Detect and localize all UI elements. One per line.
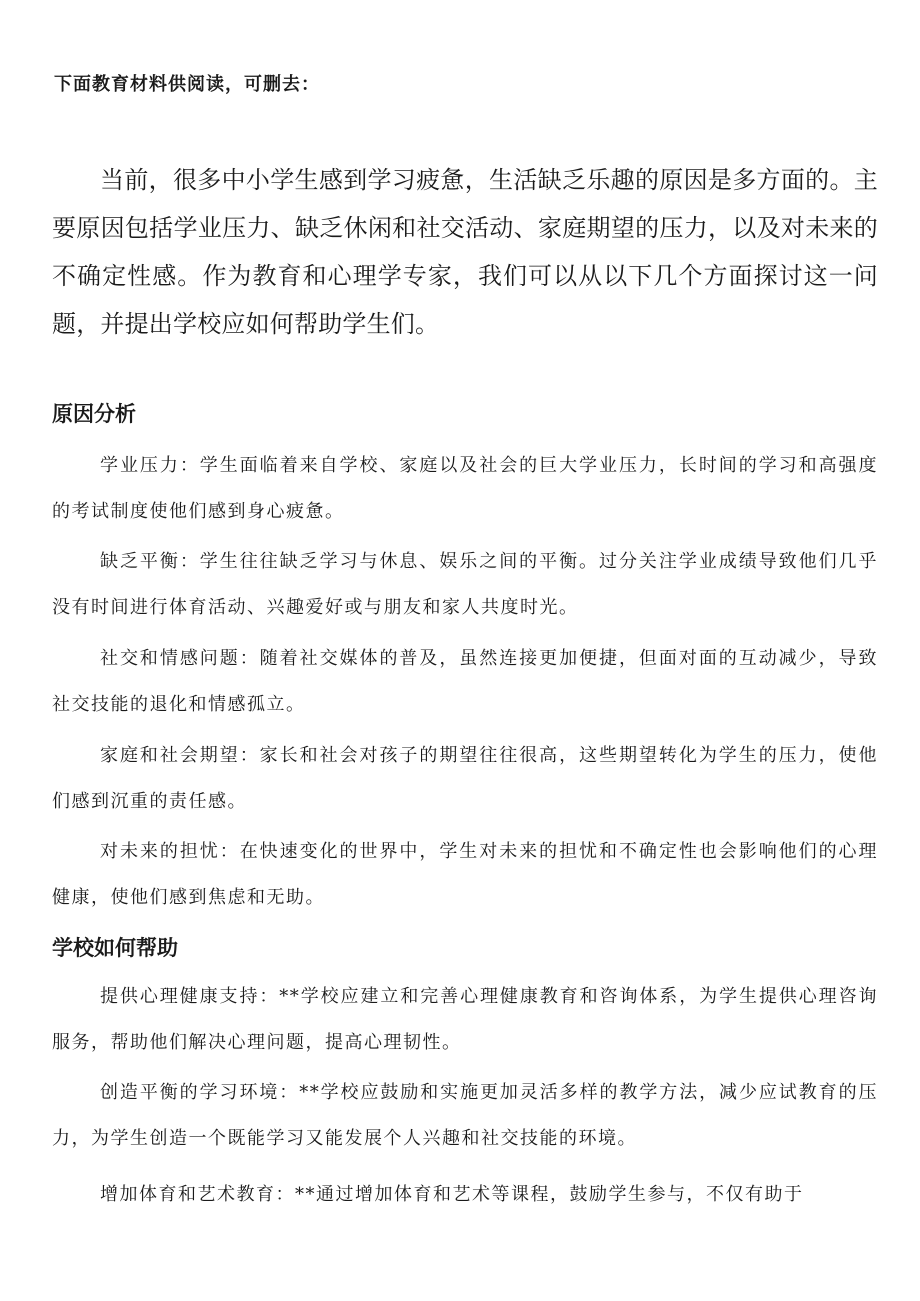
help-paragraph: 增加体育和艺术教育：**通过增加体育和艺术等课程，鼓励学生参与，不仅有助于 (100, 1184, 804, 1205)
cause-paragraph: 社交和情感问题：随着社交媒体的普及，虽然连接更加便捷，但面对面的互动减少，导致社交技能的退化和情感孤立。 (52, 648, 878, 715)
help-paragraph: 提供心理健康支持：**学校应建立和完善心理健康教育和咨询体系，为学生提供心理咨询服务，帮助他们解决心理问题，提高心理韧性。 (52, 986, 878, 1053)
cause-paragraph: 缺乏平衡：学生往往缺乏学习与休息、娱乐之间的平衡。过分关注学业成绩导致他们几乎没有时间进行体育活动、兴趣爱好或与朋友和家人共度时光。 (52, 551, 878, 618)
help-heading: 学校如何帮助 (52, 936, 178, 960)
reading-note: 下面教育材料供阅读，可删去： (54, 74, 320, 95)
intro-paragraph: 当前，很多中小学生感到学习疲惫，生活缺乏乐趣的原因是多方面的。主要原因包括学业压力、缺乏休闲和社交活动、家庭期望的压力，以及对未来的不确定性感。作为教育和心理学专家，我们可以从以下几个方面探讨这一问题，并提出学校应如何帮助学生们。 (52, 166, 878, 338)
causes-heading: 原因分析 (52, 402, 136, 426)
help-paragraph: 创造平衡的学习环境：**学校应鼓励和实施更加灵活多样的教学方法，减少应试教育的压力，为学生创造一个既能学习又能发展个人兴趣和社交技能的环境。 (52, 1082, 878, 1149)
cause-paragraph: 家庭和社会期望：家长和社会对孩子的期望往往很高，这些期望转化为学生的压力，使他们感到沉重的责任感。 (52, 745, 878, 812)
cause-paragraph: 学业压力：学生面临着来自学校、家庭以及社会的巨大学业压力，长时间的学习和高强度的考试制度使他们感到身心疲惫。 (52, 455, 878, 522)
cause-paragraph: 对未来的担忧：在快速变化的世界中，学生对未来的担忧和不确定性也会影响他们的心理健康，使他们感到焦虑和无助。 (52, 841, 878, 908)
